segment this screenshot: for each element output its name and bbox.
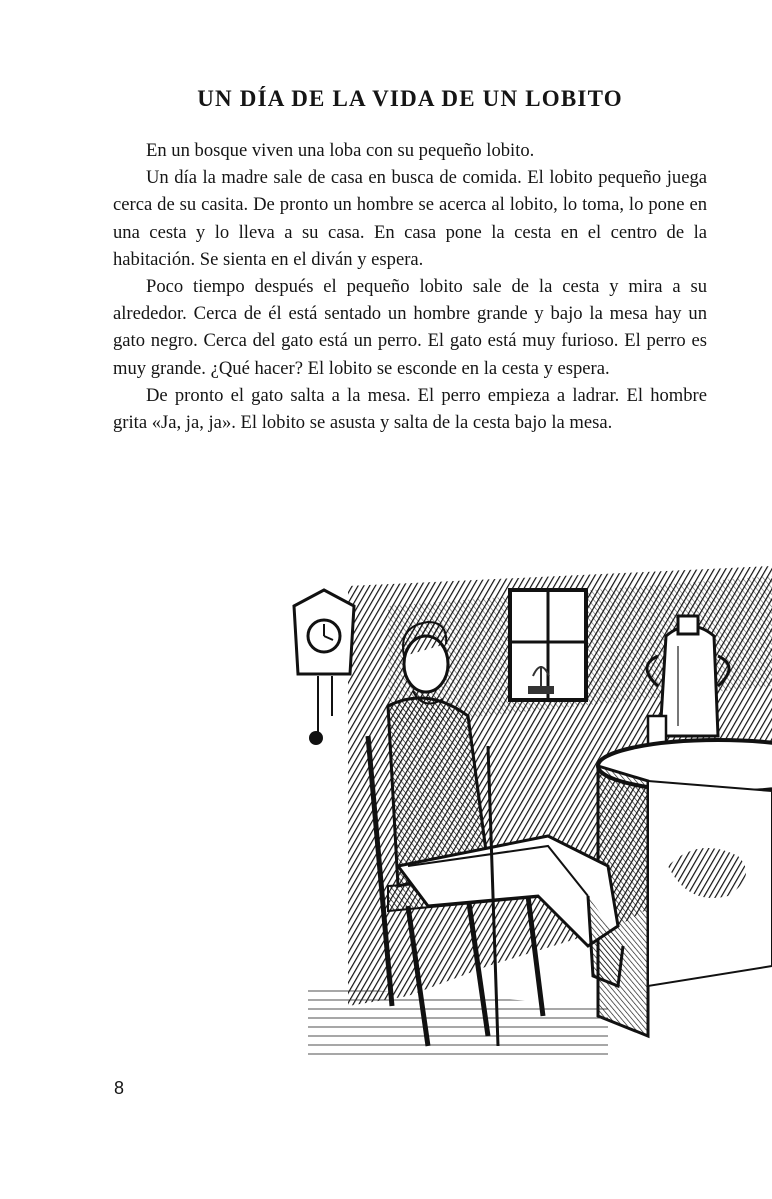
paragraph-3: Poco tiempo después el pequeño lobito sale de la cesta y mira a su alrededor. Cerca de él está sentado un hombre grande y bajo la mesa hay un gato negro. Cerca del gato está un perro. El gato está muy furioso. El perro es muy grande. ¿Qué hacer? El lobito se esconde en la cesta y espera. [113,276,707,379]
clock-icon [294,590,354,745]
illustration-man-in-room [288,566,772,1056]
page-number: 8 [114,1078,125,1098]
paragraph-4: De pronto el gato salta a la mesa. El perro empieza a ladrar. El hombre grita «Ja, ja, ja». El lobito se asusta y salta de la cesta bajo la mesa. [113,384,707,434]
table [598,740,772,1036]
paragraph-1: En un bosque viven una loba con su pequeño lobito. [146,140,535,161]
chapter-title: UN DÍA DE LA VIDA DE UN LOBITO [197,86,623,111]
window [510,590,586,700]
story-text [113,137,707,436]
paragraph-2: Un día la madre sale de casa en busca de comida. El lobito pequeño juega cerca de su casita. De pronto un hombre se acerca al lobito, lo toma, lo pone en una cesta y lo lleva a su casa. En casa pone la cesta en el centro de la habitación. Se sienta en el diván y espera. [113,167,707,270]
